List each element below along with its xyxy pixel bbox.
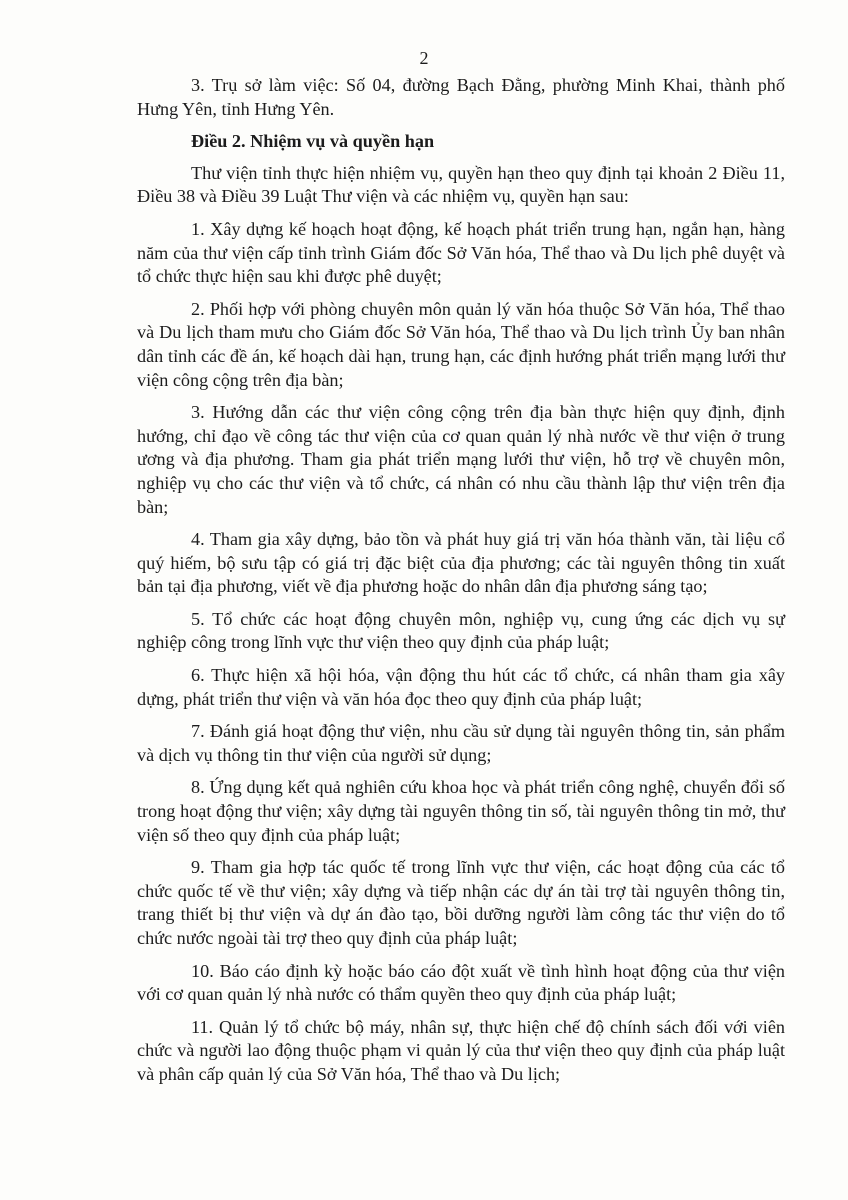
- article-intro: Thư viện tỉnh thực hiện nhiệm vụ, quyền hạn theo quy định tại khoản 2 Điều 11, Điều 38 và Điều 39 Luật Thư viện và các nhiệm vụ, quyền hạn sau:: [137, 162, 785, 207]
- duty-item-9: 9. Tham gia hợp tác quốc tế trong lĩnh vực thư viện, các hoạt động của các tổ chức quốc tế về thư viện; xây dựng và tiếp nhận các dự án tài trợ tài nguyên thông tin, trang thiết bị thư viện và dự án đào tạo, bồi dưỡng người làm công tác thư viện do tổ chức nước ngoài tài trợ theo quy định của pháp luật;: [137, 857, 785, 948]
- article-heading: Điều 2. Nhiệm vụ và quyền hạn: [191, 131, 435, 152]
- duty-item-4: 4. Tham gia xây dựng, bảo tồn và phát huy giá trị văn hóa thành văn, tài liệu cổ quý hiếm, bộ sưu tập có giá trị đặc biệt của địa phương; các tài nguyên thông tin xuất bản tại địa phương, viết về địa phương hoặc do nhân dân địa phương sáng tạo;: [137, 529, 785, 597]
- duty-item-5: 5. Tổ chức các hoạt động chuyên môn, nghiệp vụ, cung ứng các dịch vụ sự nghiệp công trong lĩnh vực thư viện theo quy định của pháp luật;: [137, 608, 785, 653]
- duty-item-2: 2. Phối hợp với phòng chuyên môn quản lý văn hóa thuộc Sở Văn hóa, Thể thao và Du lịch tham mưu cho Giám đốc Sở Văn hóa, Thể thao và Du lịch trình Ủy ban nhân dân tỉnh các đề án, kế hoạch dài hạn, trung hạn, các định hướng phát triển mạng lưới thư viện công cộng trên địa bàn;: [137, 298, 785, 390]
- duty-item-10: 10. Báo cáo định kỳ hoặc báo cáo đột xuất về tình hình hoạt động của thư viện với cơ quan quản lý nhà nước có thẩm quyền theo quy định của pháp luật;: [137, 960, 785, 1005]
- document-body: [137, 74, 785, 1096]
- duty-item-3: 3. Hướng dẫn các thư viện công cộng trên địa bàn thực hiện quy định, định hướng, chỉ đạo về công tác thư viện của cơ quan quản lý nhà nước về thư viện ở trung ương và địa phương. Tham gia phát triển mạng lưới thư viện, hỗ trợ về chuyên môn, nghiệp vụ cho các thư viện và tổ chức, cá nhân có nhu cầu thành lập thư viện trên địa bàn;: [137, 402, 785, 517]
- page-number: 2: [419, 48, 429, 68]
- duty-item-11: 11. Quản lý tổ chức bộ máy, nhân sự, thực hiện chế độ chính sách đối với viên chức và người lao động thuộc phạm vi quản lý của thư viện theo quy định của pháp luật và phân cấp quản lý của Sở Văn hóa, Thể thao và Du lịch;: [137, 1016, 785, 1084]
- intro-item: 3. Trụ sở làm việc: Số 04, đường Bạch Đằng, phường Minh Khai, thành phố Hưng Yên, tỉnh Hưng Yên.: [137, 75, 785, 119]
- duty-item-6: 6. Thực hiện xã hội hóa, vận động thu hút các tổ chức, cá nhân tham gia xây dựng, phát triển thư viện và văn hóa đọc theo quy định của pháp luật;: [137, 665, 785, 709]
- duty-item-1: 1. Xây dựng kế hoạch hoạt động, kế hoạch phát triển trung hạn, ngắn hạn, hàng năm của thư viện cấp tỉnh trình Giám đốc Sở Văn hóa, Thể thao và Du lịch phê duyệt và tổ chức thực hiện sau khi được phê duyệt;: [137, 218, 785, 287]
- duty-item-7: 7. Đánh giá hoạt động thư viện, nhu cầu sử dụng tài nguyên thông tin, sản phẩm và dịch vụ thông tin thư viện của người sử dụng;: [137, 721, 785, 765]
- duty-item-8: 8. Ứng dụng kết quả nghiên cứu khoa học và phát triển công nghệ, chuyển đổi số trong hoạt động thư viện; xây dựng tài nguyên thông tin số, tài nguyên thông tin mở, thư viện số theo quy định của pháp luật;: [137, 777, 785, 845]
